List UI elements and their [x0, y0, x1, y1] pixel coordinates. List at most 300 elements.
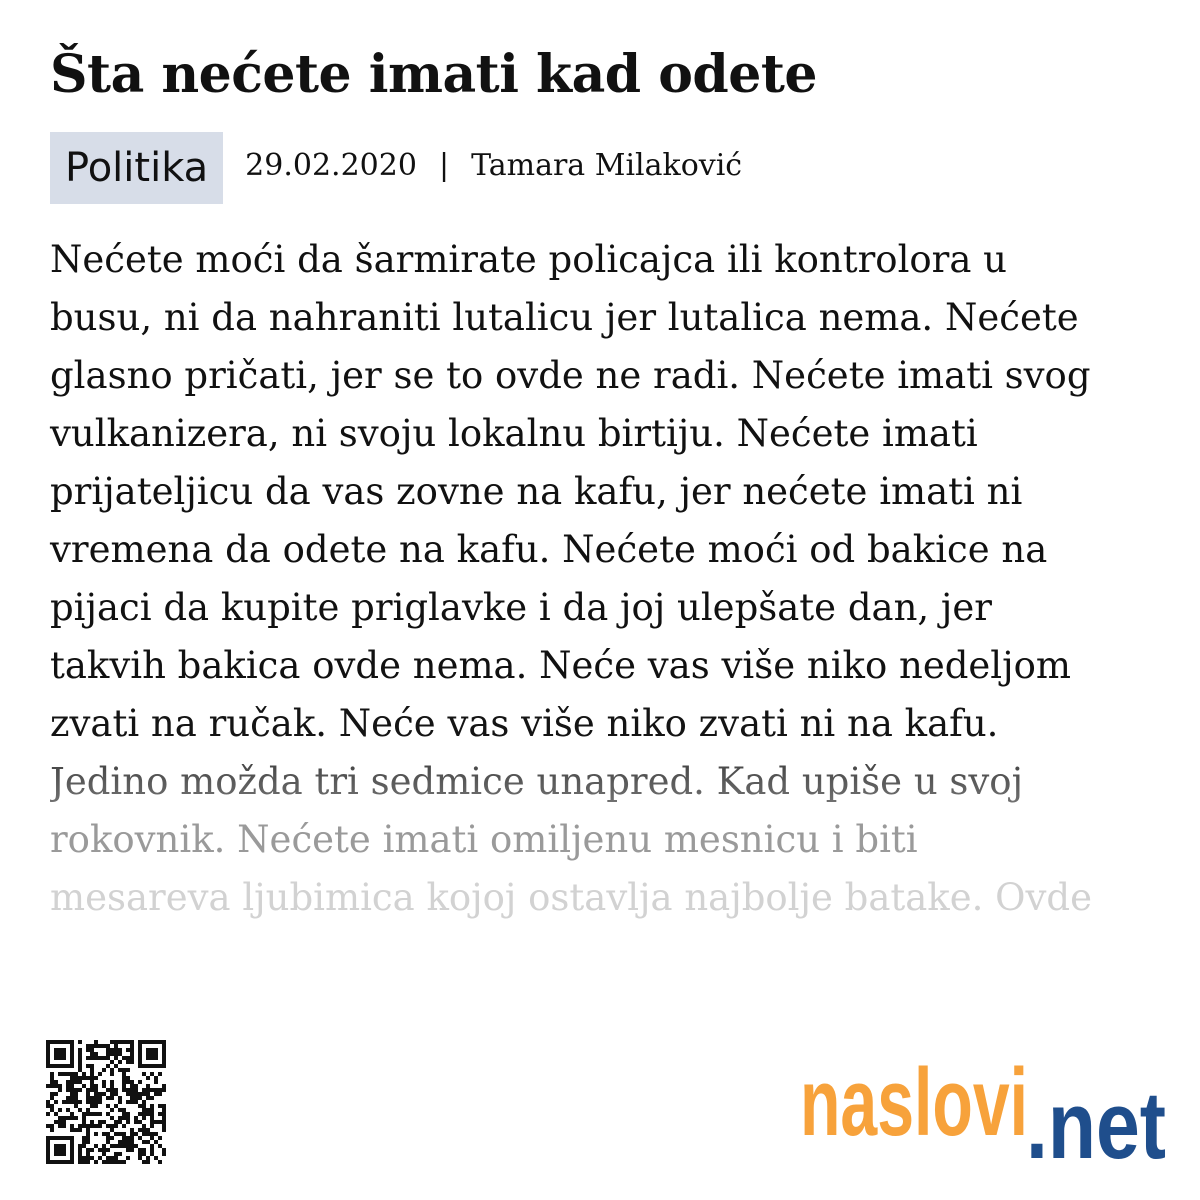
qr-module — [110, 1096, 114, 1100]
qr-module — [114, 1156, 118, 1160]
qr-module — [106, 1104, 110, 1108]
qr-module — [110, 1108, 114, 1112]
qr-module — [134, 1100, 138, 1104]
qr-module — [158, 1144, 162, 1148]
qr-module — [86, 1100, 90, 1104]
qr-module — [86, 1076, 90, 1080]
qr-module — [114, 1044, 118, 1048]
qr-module — [142, 1112, 146, 1116]
qr-module — [102, 1152, 106, 1156]
article-author: Tamara Milaković — [471, 147, 743, 183]
qr-module — [82, 1156, 86, 1160]
qr-module — [130, 1056, 134, 1060]
qr-module — [90, 1052, 94, 1056]
qr-module — [74, 1072, 78, 1076]
qr-module — [162, 1112, 166, 1116]
article-line: Nećete moći da šarmirate policajca ili kontrolora u — [50, 238, 1008, 281]
qr-module — [126, 1048, 130, 1052]
qr-module — [114, 1152, 118, 1156]
qr-module — [78, 1048, 82, 1052]
qr-module — [102, 1084, 106, 1088]
qr-module — [82, 1076, 86, 1080]
qr-module — [78, 1148, 82, 1152]
qr-module — [66, 1096, 70, 1100]
qr-module — [130, 1084, 134, 1088]
qr-module — [138, 1128, 142, 1132]
qr-module — [122, 1084, 126, 1088]
qr-module — [138, 1104, 142, 1108]
article-line: Jedino možda tri sedmice unapred. Kad upiše u svoj — [50, 753, 1160, 811]
qr-module — [70, 1080, 74, 1084]
qr-module — [162, 1120, 166, 1124]
qr-module — [122, 1160, 126, 1164]
qr-module — [94, 1092, 98, 1096]
qr-module — [162, 1104, 166, 1108]
qr-module — [54, 1092, 58, 1096]
qr-module — [142, 1088, 146, 1092]
qr-module — [126, 1156, 130, 1160]
qr-module — [130, 1040, 134, 1044]
qr-module — [82, 1144, 86, 1148]
qr-module — [154, 1076, 158, 1080]
qr-module — [74, 1096, 78, 1100]
qr-module — [86, 1096, 90, 1100]
qr-module — [146, 1076, 150, 1080]
qr-module — [78, 1128, 82, 1132]
qr-module — [110, 1068, 114, 1072]
qr-module — [126, 1068, 130, 1072]
qr-module — [130, 1052, 134, 1056]
qr-module — [114, 1104, 118, 1108]
article-body — [50, 231, 1160, 927]
qr-module — [94, 1100, 98, 1104]
qr-module — [126, 1088, 130, 1092]
qr-module — [114, 1092, 118, 1096]
qr-module — [114, 1144, 118, 1148]
article-line: takvih bakica ovde nema. Neće vas više niko nedeljom — [50, 644, 1071, 687]
qr-module — [122, 1140, 126, 1144]
qr-module — [114, 1160, 118, 1164]
qr-module — [106, 1052, 110, 1056]
qr-module — [70, 1128, 74, 1132]
qr-module — [62, 1116, 66, 1120]
qr-module — [118, 1160, 122, 1164]
qr-module — [130, 1128, 134, 1132]
qr-module — [142, 1100, 146, 1104]
qr-module — [90, 1120, 94, 1124]
qr-module — [122, 1068, 126, 1072]
qr-module — [82, 1160, 86, 1164]
qr-module — [78, 1152, 82, 1156]
qr-module — [150, 1136, 154, 1140]
qr-module — [138, 1092, 142, 1096]
qr-module — [146, 1160, 150, 1164]
qr-module — [62, 1124, 66, 1128]
qr-module — [158, 1120, 162, 1124]
qr-module — [122, 1040, 126, 1044]
qr-module — [122, 1072, 126, 1076]
qr-module — [82, 1120, 86, 1124]
qr-module — [158, 1088, 162, 1092]
qr-module — [126, 1056, 130, 1060]
qr-module — [98, 1120, 102, 1124]
qr-module — [86, 1044, 90, 1048]
qr-module — [86, 1148, 90, 1152]
article-line: rokovnik. Nećete imati omiljenu mesnicu i biti — [50, 818, 918, 861]
qr-module — [50, 1128, 54, 1132]
qr-module — [134, 1092, 138, 1096]
qr-module — [110, 1092, 114, 1096]
qr-module — [158, 1136, 162, 1140]
qr-module — [142, 1140, 146, 1144]
qr-module — [82, 1072, 86, 1076]
qr-module — [94, 1160, 98, 1164]
qr-module — [110, 1136, 114, 1140]
qr-module — [134, 1120, 138, 1124]
qr-module — [94, 1096, 98, 1100]
qr-module — [142, 1148, 146, 1152]
qr-module — [74, 1080, 78, 1084]
qr-module — [110, 1072, 114, 1076]
qr-module — [78, 1060, 82, 1064]
qr-module — [82, 1084, 86, 1088]
qr-module — [106, 1136, 110, 1140]
qr-module — [50, 1084, 54, 1088]
qr-module — [86, 1048, 90, 1052]
qr-module — [70, 1088, 74, 1092]
qr-module — [78, 1088, 82, 1092]
qr-module — [122, 1116, 126, 1120]
qr-module — [146, 1084, 150, 1088]
meta-separator: | — [438, 147, 450, 183]
qr-module — [58, 1084, 62, 1088]
qr-module — [134, 1096, 138, 1100]
qr-module — [142, 1104, 146, 1108]
qr-module — [82, 1140, 86, 1144]
qr-module — [114, 1088, 118, 1092]
qr-module — [118, 1116, 122, 1120]
qr-module — [146, 1112, 150, 1116]
qr-module — [78, 1040, 82, 1044]
qr-module — [82, 1116, 86, 1120]
qr-module — [74, 1100, 78, 1104]
qr-module — [94, 1112, 98, 1116]
qr-module — [114, 1056, 118, 1060]
qr-module — [126, 1116, 130, 1120]
qr-module — [150, 1152, 154, 1156]
qr-module — [50, 1124, 54, 1128]
qr-module — [90, 1048, 94, 1052]
qr-module — [98, 1156, 102, 1160]
qr-module — [150, 1072, 154, 1076]
qr-module — [150, 1108, 154, 1112]
qr-module — [126, 1040, 130, 1044]
qr-module — [94, 1104, 98, 1108]
qr-module — [86, 1160, 90, 1164]
qr-module — [46, 1112, 50, 1116]
qr-module — [130, 1144, 134, 1148]
qr-module — [162, 1108, 166, 1112]
logo-main-text: naslovi — [800, 1050, 1028, 1156]
qr-module — [102, 1148, 106, 1152]
qr-module — [126, 1148, 130, 1152]
qr-module — [110, 1144, 114, 1148]
article-line: busu, ni da nahraniti lutalicu jer lutalica nema. Nećete — [50, 296, 1079, 339]
qr-module — [66, 1108, 70, 1112]
qr-module — [130, 1096, 134, 1100]
qr-module — [46, 1084, 50, 1088]
qr-module — [94, 1132, 98, 1136]
qr-module — [90, 1076, 94, 1080]
qr-module — [142, 1160, 146, 1164]
qr-module — [126, 1112, 130, 1116]
qr-module — [102, 1044, 106, 1048]
qr-module — [70, 1096, 74, 1100]
qr-module — [130, 1088, 134, 1092]
qr-module — [134, 1088, 138, 1092]
qr-module — [162, 1084, 166, 1088]
qr-module — [130, 1132, 134, 1136]
qr-module — [118, 1120, 122, 1124]
qr-module — [146, 1132, 150, 1136]
qr-module — [86, 1064, 90, 1068]
qr-code-icon[interactable] — [46, 1040, 166, 1164]
qr-module — [78, 1100, 82, 1104]
qr-module — [66, 1116, 70, 1120]
qr-module — [110, 1084, 114, 1088]
qr-module — [138, 1156, 142, 1160]
qr-module — [70, 1100, 74, 1104]
qr-module — [150, 1124, 154, 1128]
qr-module — [90, 1156, 94, 1160]
qr-module — [162, 1088, 166, 1092]
qr-module — [90, 1084, 94, 1088]
qr-module — [130, 1140, 134, 1144]
qr-module — [158, 1112, 162, 1116]
qr-module — [146, 1140, 150, 1144]
qr-module — [90, 1112, 94, 1116]
qr-module — [138, 1152, 142, 1156]
qr-module — [90, 1148, 94, 1152]
qr-module — [102, 1068, 106, 1072]
article-line: mesareva ljubimica kojoj ostavlja najbolje batake. Ovde — [50, 876, 1092, 919]
qr-module — [106, 1156, 110, 1160]
qr-module — [98, 1072, 102, 1076]
qr-module — [130, 1136, 134, 1140]
qr-module — [110, 1116, 114, 1120]
qr-module — [54, 1112, 58, 1116]
qr-module — [146, 1128, 150, 1132]
qr-module — [158, 1104, 162, 1108]
qr-module — [118, 1144, 122, 1148]
qr-module — [142, 1124, 146, 1128]
qr-module — [130, 1100, 134, 1104]
qr-module — [54, 1120, 58, 1124]
qr-module — [82, 1124, 86, 1128]
qr-module — [50, 1092, 54, 1096]
qr-module — [94, 1144, 98, 1148]
qr-module — [90, 1044, 94, 1048]
qr-module — [102, 1056, 106, 1060]
qr-module — [106, 1148, 110, 1152]
qr-module — [118, 1052, 122, 1056]
qr-module — [130, 1092, 134, 1096]
qr-module — [78, 1144, 82, 1148]
qr-module — [138, 1136, 142, 1140]
qr-module — [110, 1060, 114, 1064]
qr-module — [138, 1096, 142, 1100]
qr-module — [46, 1104, 50, 1108]
qr-module — [150, 1120, 154, 1124]
qr-module — [90, 1124, 94, 1128]
qr-module — [50, 1072, 54, 1076]
qr-module — [54, 1080, 58, 1084]
qr-module — [90, 1104, 94, 1108]
qr-module — [74, 1104, 78, 1108]
qr-module — [102, 1120, 106, 1124]
qr-module — [130, 1044, 134, 1048]
qr-module — [86, 1124, 90, 1128]
qr-module — [106, 1056, 110, 1060]
qr-module — [106, 1160, 110, 1164]
qr-module — [70, 1124, 74, 1128]
qr-module — [146, 1096, 150, 1100]
article-title: Šta nećete imati kad odete — [50, 44, 817, 105]
qr-module — [118, 1060, 122, 1064]
qr-module — [114, 1124, 118, 1128]
qr-module — [150, 1096, 154, 1100]
qr-module — [74, 1088, 78, 1092]
qr-module — [74, 1092, 78, 1096]
qr-module — [110, 1124, 114, 1128]
article-meta — [50, 132, 742, 204]
qr-module — [70, 1116, 74, 1120]
qr-module — [158, 1160, 162, 1164]
qr-module — [106, 1140, 110, 1144]
qr-module — [70, 1084, 74, 1088]
qr-module — [94, 1052, 98, 1056]
qr-module — [114, 1132, 118, 1136]
qr-module — [154, 1140, 158, 1144]
article-line: zvati na ručak. Neće vas više niko zvati ni na kafu. — [50, 702, 999, 745]
qr-module — [130, 1148, 134, 1152]
qr-module — [122, 1144, 126, 1148]
qr-module — [150, 1112, 154, 1116]
qr-module — [138, 1120, 142, 1124]
qr-module — [122, 1076, 126, 1080]
qr-module — [118, 1140, 122, 1144]
qr-module — [62, 1120, 66, 1124]
qr-module — [86, 1056, 90, 1060]
qr-module — [74, 1116, 78, 1120]
qr-module — [102, 1092, 106, 1096]
category-badge[interactable]: Politika — [50, 132, 223, 204]
qr-module — [162, 1128, 166, 1132]
qr-module — [106, 1124, 110, 1128]
qr-module — [50, 1080, 54, 1084]
naslovi-logo[interactable] — [800, 1050, 1170, 1170]
qr-module — [66, 1088, 70, 1092]
qr-module — [118, 1152, 122, 1156]
qr-module — [114, 1048, 118, 1052]
qr-module — [102, 1080, 106, 1084]
qr-module — [106, 1048, 110, 1052]
qr-module — [122, 1112, 126, 1116]
qr-module — [98, 1096, 102, 1100]
qr-module — [154, 1088, 158, 1092]
qr-module — [126, 1060, 130, 1064]
qr-module — [110, 1128, 114, 1132]
qr-module — [106, 1064, 110, 1068]
qr-module — [58, 1108, 62, 1112]
qr-module — [82, 1112, 86, 1116]
qr-module — [146, 1092, 150, 1096]
qr-module — [130, 1060, 134, 1064]
qr-module — [86, 1152, 90, 1156]
qr-module — [94, 1076, 98, 1080]
qr-module — [130, 1080, 134, 1084]
qr-module — [126, 1140, 130, 1144]
qr-module — [118, 1108, 122, 1112]
qr-module — [78, 1124, 82, 1128]
qr-module — [150, 1116, 154, 1120]
qr-module — [98, 1112, 102, 1116]
qr-module — [102, 1160, 106, 1164]
qr-module — [94, 1124, 98, 1128]
qr-module — [78, 1064, 82, 1068]
qr-module — [78, 1052, 82, 1056]
article-line: glasno pričati, jer se to ovde ne radi. Nećete imati svog — [50, 354, 1091, 397]
qr-module — [58, 1072, 62, 1076]
qr-module — [158, 1092, 162, 1096]
qr-module — [142, 1072, 146, 1076]
article-line: prijateljicu da vas zovne na kafu, jer nećete imati ni — [50, 470, 1023, 513]
meta-details — [245, 148, 742, 183]
qr-module — [142, 1116, 146, 1120]
qr-module — [78, 1160, 82, 1164]
qr-module — [154, 1080, 158, 1084]
qr-module — [122, 1136, 126, 1140]
qr-module — [62, 1100, 66, 1104]
qr-module — [70, 1112, 74, 1116]
qr-module — [122, 1088, 126, 1092]
qr-module — [110, 1080, 114, 1084]
qr-module — [94, 1088, 98, 1092]
qr-module — [94, 1040, 98, 1044]
qr-module — [126, 1100, 130, 1104]
qr-module — [146, 1156, 150, 1160]
qr-module — [78, 1156, 82, 1160]
qr-module — [126, 1120, 130, 1124]
qr-module — [122, 1108, 126, 1112]
qr-module — [106, 1096, 110, 1100]
qr-module — [86, 1088, 90, 1092]
qr-module — [114, 1052, 118, 1056]
qr-module — [86, 1140, 90, 1144]
qr-module — [102, 1144, 106, 1148]
qr-module — [126, 1080, 130, 1084]
qr-module — [58, 1088, 62, 1092]
qr-module — [74, 1128, 78, 1132]
qr-module — [50, 1104, 54, 1108]
qr-module — [106, 1112, 110, 1116]
qr-module — [90, 1100, 94, 1104]
qr-module — [70, 1076, 74, 1080]
qr-module — [146, 1088, 150, 1092]
qr-module — [138, 1080, 142, 1084]
qr-module — [126, 1092, 130, 1096]
qr-module — [122, 1124, 126, 1128]
